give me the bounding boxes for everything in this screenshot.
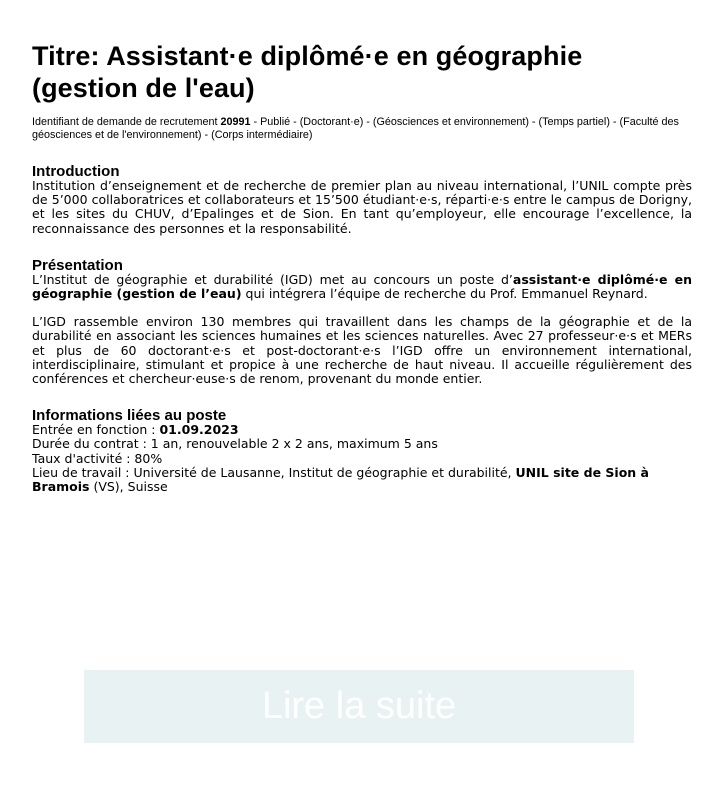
position-title: assistant·e diplômé·e en géographie (gestion de l’eau) (32, 271, 692, 302)
presentation-paragraph-1 (32, 273, 692, 301)
work-location-end: (VS), Suisse (89, 479, 168, 495)
recruitment-id: 20991 (220, 116, 251, 128)
work-site: UNIL site de Sion à Bramois (32, 464, 649, 495)
meta-prefix: Identifiant de demande de recrutement (32, 116, 221, 128)
job-info-heading: Informations liées au poste (32, 407, 227, 425)
introduction-heading: Introduction (32, 163, 120, 180)
presentation-paragraph-2: L’IGD rassemble environ 130 membres qui travaillent dans les champs de la géographie et de la durabilité en associant les sciences humaines et les sciences naturelles. Avec 27 professeur·e·s et MERs et plus de 60 doctorant·e·s et post-doctorant·e·s l’IGD offre un environnement international, interdisciplinaire, stimulant et propice à une recherche de haut niveau. Il accueille régulièrement des conférences et chercheur·euse·s de renom, provenant du monde entier. (32, 314, 692, 387)
meta-tags: - Publié - (Doctorant·e) - (Géosciences et environnement) - (Temps partiel) - (Faculté des géosciences et de l'environnement) - (Corps intermédiaire) (32, 116, 679, 141)
introduction-text: Institution d’enseignement et de recherche de premier plan au niveau international, l’UNIL compte près de 5’000 collaboratrices et collaborateurs et 15’500 étudiant·e·s, réparti·e·s entre le campus de Dorigny, et les sites du CHUV, d’Epalinges et de Sion. En tant qu’employeur, elle encourage l’excellence, la reconnaissance des personnes et la responsabilité. (32, 178, 692, 236)
work-location (32, 466, 692, 494)
job-info-section (32, 408, 692, 494)
read-more-button[interactable]: Lire la suite (84, 670, 634, 743)
presentation-section (32, 258, 692, 386)
presentation-heading: Présentation (32, 256, 123, 274)
presentation-p1-end: qui intégrera l’équipe de recherche du Prof. Emmanuel Reynard. (241, 286, 648, 302)
job-posting (32, 40, 692, 494)
contract-duration: Durée du contrat : 1 an, renouvelable 2 x 2 ans, maximum 5 ans (32, 436, 438, 452)
posting-meta (32, 116, 692, 142)
presentation-p1-start: L’Institut de géographie et durabilité (IGD) met au concours un poste d’ (32, 271, 513, 287)
start-date-label: Entrée en fonction : (32, 422, 160, 438)
introduction-section (32, 164, 692, 236)
start-date-line (32, 423, 692, 437)
page-title: Titre: Assistant·e diplômé·e en géographie (gestion de l'eau) (32, 41, 583, 103)
start-date-value: 01.09.2023 (159, 422, 239, 438)
work-location-start: Lieu de travail : Université de Lausanne, Institut de géographie et durabilité, (32, 464, 516, 480)
activity-rate: Taux d'activité : 80% (32, 450, 163, 466)
